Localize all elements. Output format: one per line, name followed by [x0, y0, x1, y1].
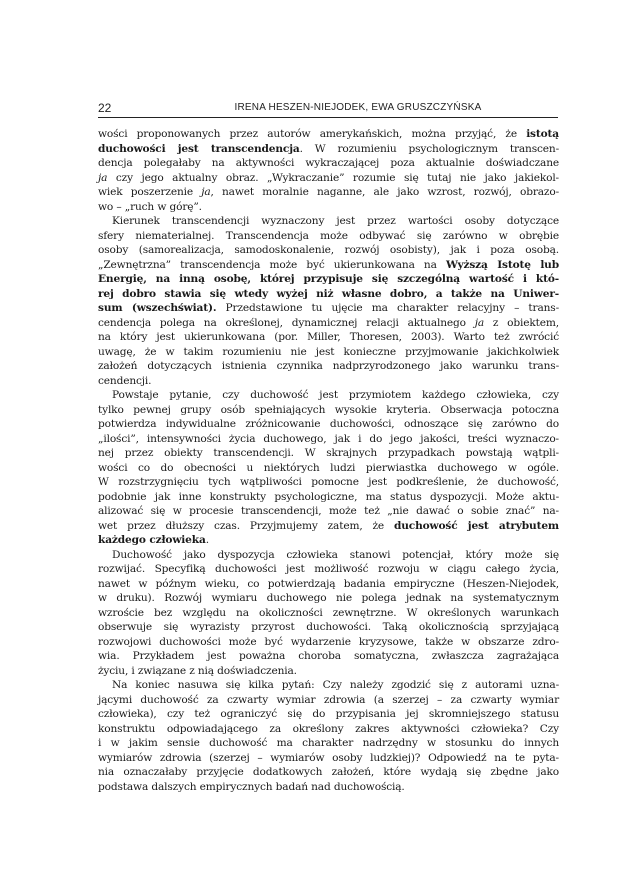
text-segment: .	[205, 534, 209, 546]
text-line	[98, 490, 559, 505]
text-line	[98, 243, 559, 258]
text-line	[98, 664, 559, 679]
paragraph	[98, 678, 559, 794]
text-line	[98, 229, 559, 244]
text-segment: podobnie jak inne konstrukty psychologiczne, ma status dyspozycji. Może aktu-	[98, 490, 559, 503]
text-segment: wet przez dłuższy czas. Przyjmujemy zatem, że	[98, 519, 394, 532]
running-header	[98, 101, 558, 118]
paragraph	[98, 388, 559, 548]
text-segment: na który jest ukierunkowana (por. Miller, Thoresen, 2003). Warto też zwrócić	[98, 331, 559, 343]
bold-text: duchowości jest transcendencja	[98, 142, 300, 155]
text-line	[98, 606, 559, 621]
italic-text: ja	[474, 316, 485, 329]
text-line	[98, 403, 559, 418]
text-segment: obserwuje się wyrazisty przyrost duchowości. Taką okolicznością sprzyjającą	[98, 621, 559, 633]
text-line	[98, 446, 559, 461]
bold-text: Energię, na inną osobę, której przypisuje się szczególną wartość i któ-	[98, 273, 559, 285]
text-line	[98, 301, 559, 316]
text-line	[98, 287, 559, 302]
body-text	[98, 127, 559, 794]
text-line	[98, 591, 559, 606]
text-segment: Kierunek transcendencji wyznaczony jest przez wartości osoby dotyczące	[112, 215, 559, 227]
text-line	[98, 461, 559, 476]
italic-text: ja	[98, 171, 108, 184]
text-line	[98, 171, 559, 186]
bold-text: istotą	[526, 128, 559, 140]
text-segment: sfery niematerialnej. Transcendencja może odbywać się zarówno w obrębie	[98, 229, 559, 242]
text-line	[98, 504, 559, 519]
text-line	[98, 374, 559, 389]
text-line	[98, 707, 559, 722]
text-line	[98, 417, 559, 432]
text-line	[98, 736, 559, 751]
text-line	[98, 678, 559, 693]
text-segment: z obiektem,	[484, 316, 559, 329]
text-line	[98, 345, 559, 360]
text-segment: założeń dotyczących istnienia czynnika nadprzyrodzonego jako warunku trans-	[98, 360, 559, 372]
text-line	[98, 722, 559, 737]
text-segment: wiek poszerzenie	[98, 186, 202, 198]
text-segment: dencja polegałaby na aktywności wykraczającej poza aktualnie doświadczane	[98, 157, 559, 169]
text-line	[98, 635, 559, 650]
text-segment: rozwojowi duchowości może być wydarzenie kryzysowe, także w obszarze zdro-	[98, 635, 559, 648]
text-segment: i w jakim sensie duchowość ma charakter nadrzędny w stosunku do innych	[98, 737, 559, 749]
text-segment: wości proponowanych przez autorów amerykańskich, można przyjąć, że	[98, 128, 527, 140]
bold-text: każdego człowieka	[98, 534, 206, 546]
text-segment: nej przez obiekty transcendencji. W skrajnych przypadkach powstają wątpli-	[98, 447, 559, 459]
text-line	[98, 533, 559, 548]
italic-text: ja	[201, 186, 211, 198]
bold-text: sum (wszechświat).	[98, 302, 217, 314]
text-segment: uwagę, że w takim rozumieniu nie jest konieczne przyjmowanie jakichkolwiek	[98, 345, 559, 358]
text-line	[98, 548, 559, 563]
text-line	[98, 272, 559, 287]
text-segment: „Zewnętrzna” transcendencja może być ukierunkowana na	[98, 258, 446, 271]
text-line	[98, 562, 559, 577]
text-segment: wzroście bez względu na okoliczności zewnętrzne. W określonych warunkach	[98, 606, 559, 619]
text-segment: Powstaje pytanie, czy duchowość jest przymiotem każdego człowieka, czy	[112, 389, 559, 401]
text-line	[98, 765, 559, 780]
text-segment: tylko pewnej grupy osób spełniających wysokie kryteria. Obserwacja potoczna	[98, 403, 559, 416]
text-segment: człowieka), czy też ograniczyć się do przypisania jej skromniejszego statusu	[98, 708, 559, 720]
text-line	[98, 185, 559, 200]
text-line	[98, 519, 559, 534]
bold-text: Wyższą Istotę lub	[445, 258, 559, 271]
text-line	[98, 577, 559, 592]
text-segment: Na koniec nasuwa się kilka pytań: Czy należy zgodzić się z autorami uzna-	[112, 679, 559, 691]
text-line	[98, 388, 559, 403]
text-line	[98, 200, 559, 215]
text-segment: jącymi duchowość za czwarty wymiar zdrowia (a szerzej – za czwarty wymiar	[98, 693, 559, 706]
running-title: IRENA HESZEN-NIEJODEK, EWA GRUSZCZYŃSKA	[234, 102, 482, 113]
paragraph	[98, 127, 559, 214]
text-segment: alizować się w procesie transcendencji, może też „nie dawać o sobie znać” na-	[98, 505, 559, 517]
text-segment: nia oznaczałaby przyjęcie dodatkowych założeń, które wydają się zbędne jako	[98, 766, 559, 778]
text-segment: Przedstawione tu ujęcie ma charakter relacyjny – trans-	[216, 302, 559, 314]
text-line	[98, 214, 559, 229]
text-line	[98, 258, 559, 273]
text-segment: „ilości”, intensywności życia duchowego, jak i do jego jakości, treści wyznaczo-	[98, 432, 559, 445]
text-line	[98, 780, 559, 795]
text-segment: czy jego aktualny obraz. „Wykraczanie” rozumie się tutaj nie jako jakiekol-	[107, 171, 559, 184]
text-segment: życiu, i związane z nią doświadczenia.	[98, 664, 297, 677]
text-segment: osoby (samorealizacja, samodoskonalenie, rozwój osobisty), jak i poza osobą.	[98, 244, 559, 256]
bold-text: duchowość jest atrybutem	[393, 519, 559, 532]
text-segment: nawet w późnym wieku, co potwierdzają badania empiryczne (Heszen-Niejodek,	[98, 577, 559, 590]
text-line	[98, 649, 559, 664]
text-line	[98, 127, 559, 142]
bold-text: rej dobro stawia się wtedy wyżej niż własne dobro, a także na Uniwer-	[98, 287, 559, 300]
text-line	[98, 475, 559, 490]
text-line	[98, 330, 559, 345]
text-segment: w druku). Rozwój wymiaru duchowego nie polega jednak na systematycznym	[98, 592, 559, 604]
text-segment: , nawet moralnie naganne, ale jako wzrost, rozwój, obrazo-	[210, 186, 560, 198]
text-segment: potwierdza indywidualne zróżnicowanie duchowości, odnoszące się zarówno do	[98, 418, 559, 430]
text-segment: . W rozumieniu psychologicznym transcen-	[299, 142, 560, 155]
text-line	[98, 316, 559, 331]
paragraph	[98, 548, 559, 679]
text-segment: wia. Przykładem jest poważna choroba somatyczna, zwłaszcza zagrażająca	[98, 650, 559, 662]
text-segment: rozwijać. Specyfiką duchowości jest możliwość rozwoju w ciągu całego życia,	[98, 563, 559, 575]
text-line	[98, 751, 559, 766]
paragraph	[98, 214, 559, 388]
text-line	[98, 432, 559, 447]
text-segment: Duchowość jako dyspozycja człowieka stanowi potencjał, który może się	[112, 548, 559, 561]
text-line	[98, 620, 559, 635]
text-segment: W rozstrzygnięciu tych wątpliwości pomocne jest podkreślenie, że duchowość,	[98, 476, 559, 488]
text-segment: wymiarów zdrowia (szerzej – wymiarów osoby ludzkiej)? Odpowiedź na te pyta-	[98, 751, 559, 764]
text-segment: cendencji.	[98, 374, 152, 387]
text-line	[98, 359, 559, 374]
text-segment: cendencja polega na określonej, dynamicznej relacji aktualnego	[98, 316, 475, 329]
text-line	[98, 693, 559, 708]
text-line	[98, 142, 559, 157]
text-line	[98, 156, 559, 171]
page-number: 22	[98, 101, 112, 115]
text-segment: wości co do obecności u niektórych ludzi pierwiastka duchowego w ogóle.	[98, 461, 559, 474]
text-segment: podstawa dalszych empirycznych badań nad duchowością.	[98, 780, 405, 793]
text-segment: wo – „ruch w górę”.	[98, 200, 202, 213]
text-segment: konstruktu odpowiadającego za określony zakres aktywności człowieka? Czy	[98, 722, 559, 735]
